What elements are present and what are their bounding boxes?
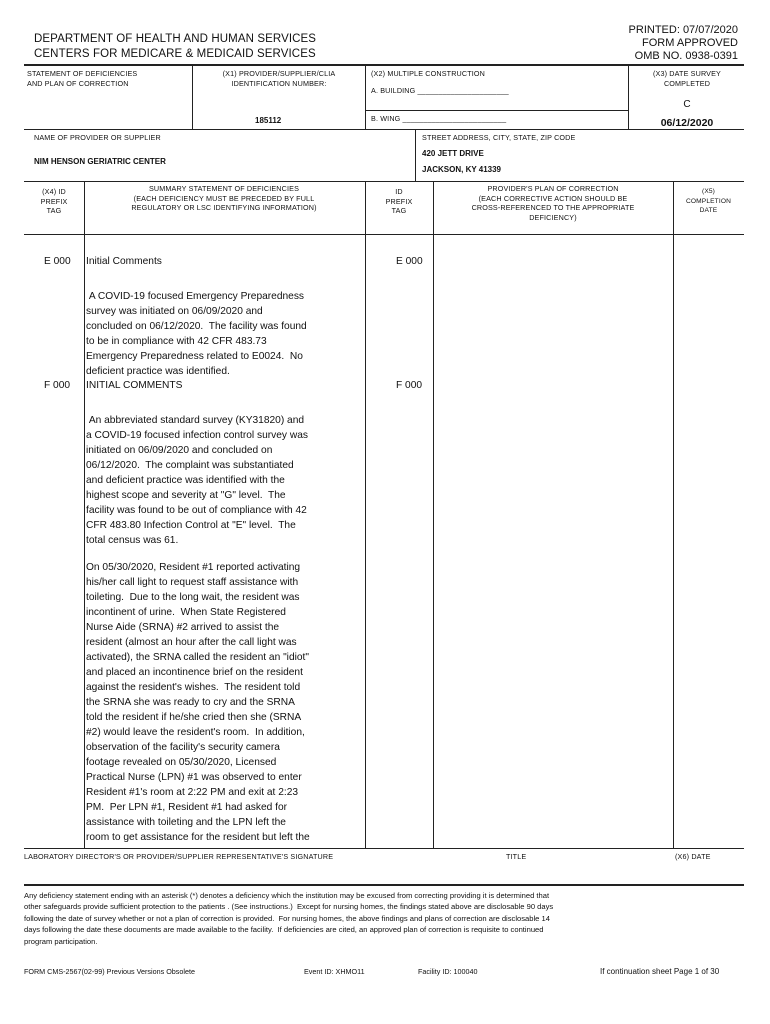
provider-name: NIM HENSON GERIATRIC CENTER [34, 157, 166, 166]
agency-header [34, 32, 316, 62]
divider [628, 64, 629, 129]
signature-label: LABORATORY DIRECTOR'S OR PROVIDER/SUPPLIER REPRESENTATIVE'S SIGNATURE [24, 852, 334, 861]
form-approved: FORM APPROVED [642, 37, 738, 49]
column-divider [365, 181, 366, 848]
column-divider [433, 181, 434, 848]
address-street: 420 JETT DRIVE [422, 149, 484, 158]
x5-header [673, 187, 744, 216]
plan-header-line: DEFICIENCY) [529, 212, 577, 222]
id-header-line: PREFIX [385, 196, 413, 206]
divider [365, 110, 628, 111]
entry-title: INITIAL COMMENTS [86, 380, 183, 391]
omb-number: OMB NO. 0938-0391 [634, 50, 738, 62]
tag-e000-right: E 000 [396, 256, 423, 267]
form-info [629, 24, 738, 63]
x1-label [194, 69, 364, 88]
x5-header-line: DATE [699, 207, 718, 214]
entry-body: An abbreviated standard survey (KY31820) and a COVID-19 focused infection control survey was initiated on 06/09/2020 and concluded on 06/12/2020. The complaint was substantiated and deficient practice was identified with the highest scope and severity at "G" level. The facility was found to be out of compliance with 42 CFR 483.80 Infection Control at "E" level. The total census was 61. [86, 415, 308, 546]
x1-label-line: (X1) PROVIDER/SUPPLIER/CLIA [222, 69, 336, 78]
date-label: (X6) DATE [675, 852, 711, 861]
x3-code: C [683, 99, 691, 110]
summary-header [84, 184, 364, 213]
summary-header-line: REGULATORY OR LSC IDENTIFYING INFORMATION) [131, 203, 317, 212]
x4-header-line: TAG [46, 206, 62, 215]
centers-name: CENTERS FOR MEDICARE & MEDICAID SERVICES [34, 48, 316, 60]
x2-label: (X2) MULTIPLE CONSTRUCTION [371, 69, 485, 78]
x3-label [630, 69, 744, 88]
summary-header-line: SUMMARY STATEMENT OF DEFICIENCIES [148, 184, 300, 193]
tag-f000-right: F 000 [396, 380, 423, 391]
divider [24, 64, 744, 66]
x2-building: A. BUILDING ______________________ [371, 86, 509, 95]
x1-label-line: IDENTIFICATION NUMBER: [231, 78, 327, 88]
tag-f000: F 000 [44, 380, 71, 391]
id-header-line: ID [395, 187, 403, 196]
divider [415, 129, 416, 181]
statement-label [27, 69, 137, 88]
divider [24, 181, 744, 182]
x3-label-line: (X3) DATE SURVEY [652, 69, 722, 78]
page-number: If continuation sheet Page 1 of 30 [600, 967, 720, 976]
facility-id: Facility ID: 100040 [418, 967, 478, 976]
id-header-line: TAG [391, 206, 407, 215]
address-city: JACKSON, KY 41339 [422, 165, 501, 174]
form-id: FORM CMS-2567(02-99) Previous Versions Obsolete [24, 967, 195, 976]
disclaimer: Any deficiency statement ending with an asterisk (*) denotes a deficiency which the institution may be excused from correcting providing it is determined that other safeguards provide sufficient protection to the patients . (See instructions.) Except for nursing homes, the findings stated above are disclosable 90 days following the date of survey whether or not a plan of correction is provided. For nursing homes, the above findings and plans of correction are disclosable 14 days following the date these documents are made available to the facility. If deficiencies are cited, an approved plan of correction is requisite to continued program participation. [24, 891, 554, 946]
department-name: DEPARTMENT OF HEALTH AND HUMAN SERVICES [34, 33, 317, 45]
x3-label-line: COMPLETED [663, 78, 711, 88]
provider-label: NAME OF PROVIDER OR SUPPLIER [34, 133, 161, 142]
divider [24, 129, 744, 130]
plan-header [433, 184, 673, 222]
summary-header-line: (EACH DEFICIENCY MUST BE PRECEDED BY FULL [133, 193, 315, 203]
provider-number: 185112 [255, 116, 282, 125]
statement-label-line: AND PLAN OF CORRECTION [27, 78, 129, 88]
divider [365, 64, 366, 129]
id-header [365, 187, 433, 216]
printed-date: PRINTED: 07/07/2020 [628, 24, 738, 36]
divider [24, 234, 744, 235]
plan-header-line: PROVIDER'S PLAN OF CORRECTION [487, 184, 619, 193]
statement-label-line: STATEMENT OF DEFICIENCIES [27, 69, 138, 78]
divider [24, 884, 744, 886]
entry-body: A COVID-19 focused Emergency Preparedness survey was initiated on 06/09/2020 and concluded on 06/12/2020. The facility was found to be in compliance with 42 CFR 483.73 Emergency Preparedness related to E0024. No deficient practice was identified. [86, 291, 307, 377]
survey-date: 06/12/2020 [660, 117, 714, 129]
x5-header-line: COMPLETION [685, 197, 732, 205]
x5-header-line: (X5) [701, 188, 716, 195]
event-id: Event ID: XHMO11 [304, 967, 365, 976]
entry-title: Initial Comments [86, 256, 162, 267]
column-divider [673, 181, 674, 848]
divider [24, 848, 744, 849]
plan-header-line: (EACH CORRECTIVE ACTION SHOULD BE [478, 193, 628, 203]
entry-body: On 05/30/2020, Resident #1 reported activating his/her call light to request staff assistance with toileting. Due to the long wait, the resident was incontinent of urine. When State Registered Nurse Aide (SRNA) #2 arrived to assist the resident (almost an hour after the call light was activated), the SRNA called the resident an "idiot" and placed an incontinence brief on the resident against the resident's wishes. The resident told the SRNA she was ready to cry and the SRNA told the resident if he/she cried then she (SRNA #2) would leave the resident's room. In addition, observation of the facility's security camera footage revealed on 05/30/2020, Licensed Practical Nurse (LPN) #1 was observed to enter Resident #1's room at 2:22 PM and exit at 2:23 PM. Per LPN #1, Resident #1 had asked for assistance with toileting and the LPN left the room to get assistance for the resident but left the [86, 562, 310, 843]
x4-header-line: (X4) ID [42, 187, 66, 196]
plan-header-line: CROSS-REFERENCED TO THE APPROPRIATE [471, 203, 635, 212]
address-label: STREET ADDRESS, CITY, STATE, ZIP CODE [422, 133, 576, 142]
x4-header [24, 187, 84, 216]
title-label: TITLE [506, 852, 527, 861]
divider [192, 64, 193, 129]
column-divider [84, 181, 85, 848]
tag-e000: E 000 [44, 256, 71, 267]
x2-wing: B. WING _________________________ [371, 114, 507, 123]
x4-header-line: PREFIX [40, 196, 68, 206]
